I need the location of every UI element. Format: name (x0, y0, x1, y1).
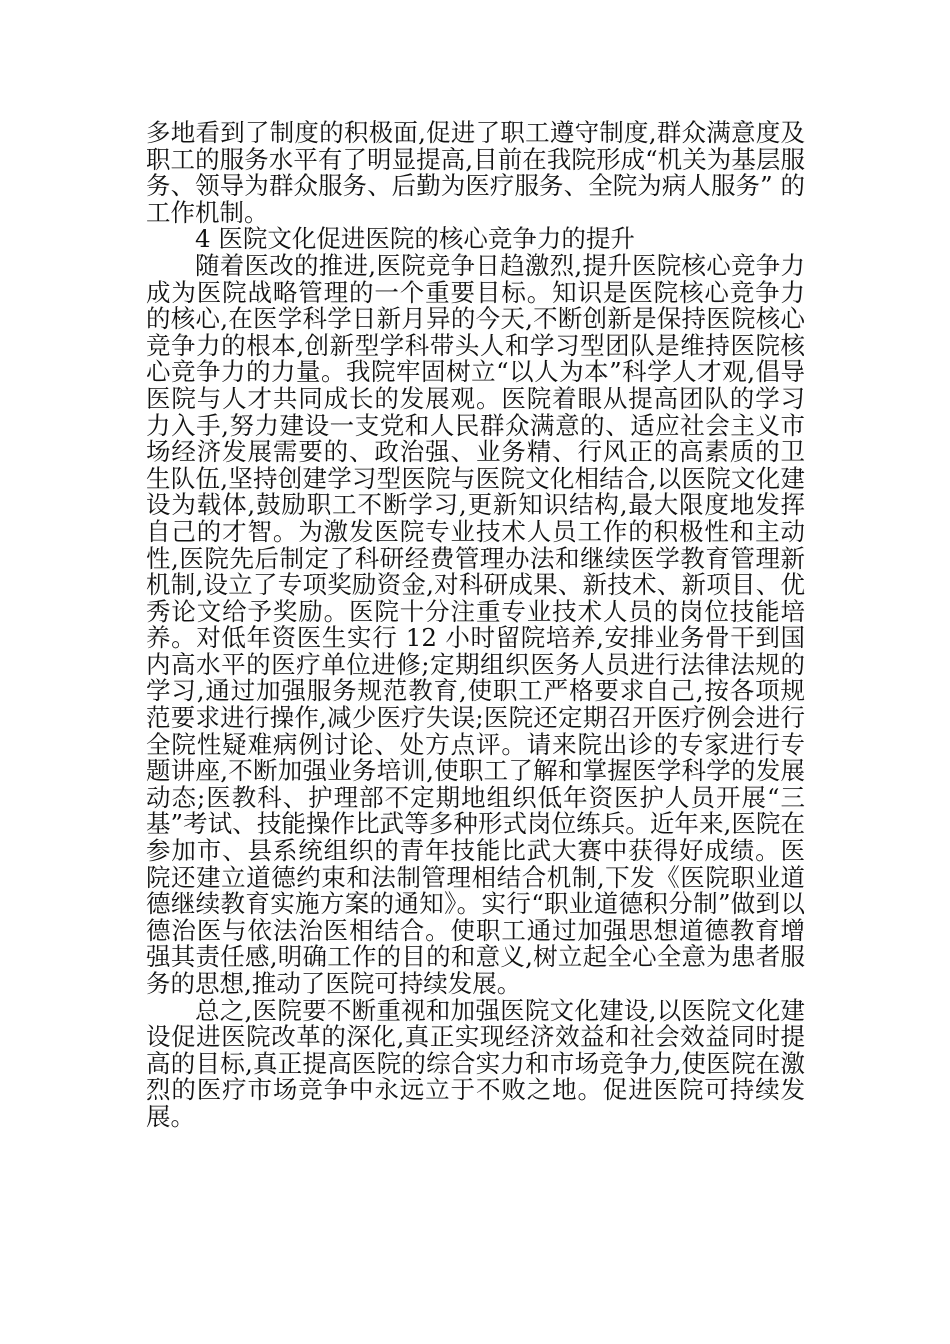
paragraph-core-competitiveness: 随着医改的推进,医院竞争日趋激烈,提升医院核心竞争力成为医院战略管理的一个重要目标。知识是医院核心竞争力的核心,在医学科学日新月异的今天,不断创新是保持医院核心竞争力的根本,创新型学科带头人和学习型团队是维持医院核心竞争力的力量。我院牢固树立“以人为本”科学人才观,倡导医院与人才共同成长的发展观。医院着眼从提高团队的学习力入手,努力建设一支党和人民群众满意的、适应社会主义市场经济发展需要的、政治强、业务精、行风正的高素质的卫生队伍,坚持创建学习型医院与医院文化相结合,以医院文化建设为载体,鼓励职工不断学习,更新知识结构,最大限度地发挥自己的才智。为激发医院专业技术人员工作的积极性和主动性,医院先后制定了科研经费管理办法和继续医学教育管理新机制,设立了专项奖励资金,对科研成果、新技术、新项目、优秀论文给予奖励。医院十分注重专业技术人员的岗位技能培养。对低年资医生实行 12 小时留院培养,安排业务骨干到国内高水平的医疗单位进修;定期组织医务人员进行法律法规的学习,通过加强服务规范教育,使职工严格要求自己,按各项规范要求进行操作,减少医疗失误;医院还定期召开医疗例会进行全院性疑难病例讨论、处方点评。请来院出诊的专家进行专题讲座,不断加强业务培训,使职工了解和掌握医学科学的发展动态;医教科、护理部不定期地组织低年资医护人员开展“三基”考试、技能操作比武等多种形式岗位练兵。近年来,医院在参加市、县系统组织的青年技能比武大赛中获得好成绩。医院还建立道德约束和法制管理相结合机制,下发《医院职业道德继续教育实施方案的通知》。实行“职业道德积分制”做到以德治医与依法治医相结合。使职工通过加强思想道德教育增强其责任感,明确工作的目的和意义,树立起全心全意为患者服务的思想,推动了医院可持续发展。 (146, 250, 805, 998)
paragraph-institution-mechanism: 多地看到了制度的积极面,促进了职工遵守制度,群众满意度及职工的服务水平有了明显提高,目前在我院形成“机关为基层服务、领导为群众服务、后勤为医疗服务、全院为病人服务” 的工作机制。 (146, 118, 805, 227)
section-heading-4: 4 医院文化促进医院的核心竞争力的提升 (195, 224, 635, 254)
body-text (146, 120, 805, 1131)
paragraph-conclusion: 总之,医院要不断重视和加强医院文化建设,以医院文化建设促进医院改革的深化,真正实现经济效益和社会效益同时提高的目标,真正提高医院的综合实力和市场竞争力,使医院在激烈的医疗市场竞争中永远立于不败之地。促进医院可持续发展。 (146, 995, 805, 1131)
